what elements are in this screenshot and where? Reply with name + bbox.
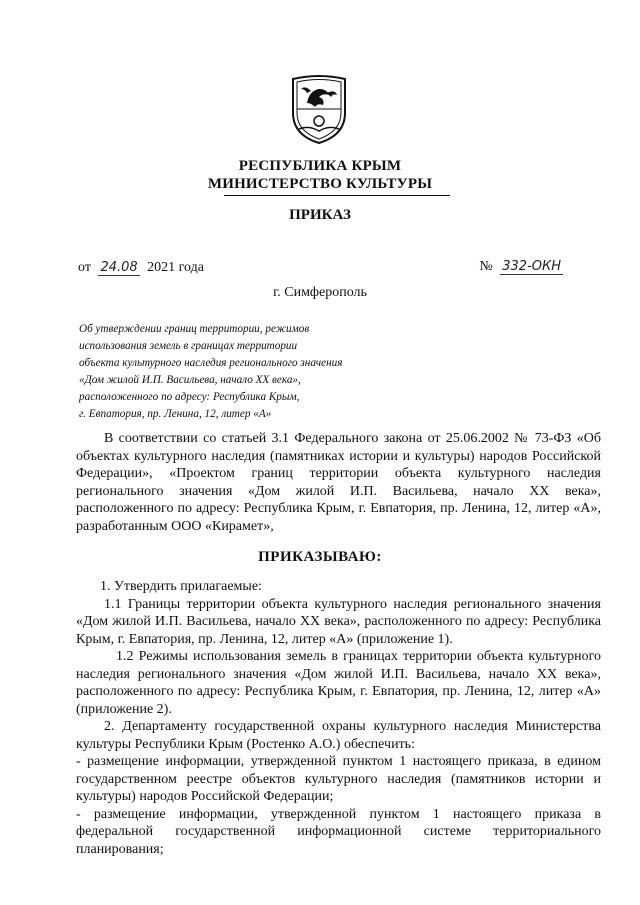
handwritten-date: 24.08 [100,260,138,275]
item-1-2: 1.2 Режимы использования земель в границах территории объекта культурного наследия регионального значения «Дом жилой И.П. Васильева, начало XX века», расположенного по адресу: Республика Крым, г. Евпатория, пр. Ленина, 12, литер «А» (приложение 2). [76,649,601,717]
date-prefix: от [78,260,91,275]
order-number [479,259,567,275]
date-line [78,260,204,276]
subject-line: «Дом жилой И.П. Васильева, начало XX века», [79,374,301,386]
preamble-paragraph: В соответствии со статьей 3.1 Федерального закона от 25.06.2002 № 73-ФЗ «Об объектах культурного наследия (памятниках истории и культуры) народов Российской Федерации», «Проектом границ территории объекта культурного наследия регионального значения «Дом жилой И.П. Васильева, начало XX века», расположенного по адресу: Республика Крым, г. Евпатория, пр. Ленина, 12, литер «А», разработанным ООО «Кирамет», [76,431,601,534]
ministry-title: МИНИСТЕРСТВО КУЛЬТУРЫ [207,176,433,192]
document-type: ПРИКАЗ [289,207,351,223]
city-name: г. Симферополь [273,285,367,300]
subject-line: использования земель в границах территории [79,340,298,352]
subject-line: г. Евпатория, пр. Ленина, 12, литер «А» [79,408,272,420]
subject-line: Об утверждении границ территории, режимов [79,323,310,335]
item-1-1: 1.1 Границы территории объекта культурного наследия регионального значения «Дом жилой И.П. Васильева, начало XX века», расположенного по адресу: Республика Крым, г. Евпатория, пр. Ленина, 12, литер «А» (приложение 1). [76,596,601,647]
coat-of-arms-emblem [289,73,349,145]
item-2: 2. Департаменту государственной охраны культурного наследия Министерства культуры Республики Крым (Ростенко А.О.) обеспечить: [76,719,601,752]
item-1: 1. Утвердить прилагаемые: [100,579,262,594]
subject-line: объекта культурного наследия регионального значения [79,357,343,369]
item-2-a: - размещение информации, утвержденной пунктом 1 настоящего приказа, в едином государственном реестре объектов культурного наследия (памятников истории и культуры) народов Российской Федерации; [76,754,601,804]
subject-block [79,321,369,423]
handwritten-number: 332-ОКН [502,259,561,274]
number-prefix: № [479,259,493,274]
date-year: 2021 года [147,260,204,275]
order-word: ПРИКАЗЫВАЮ: [258,549,382,565]
header-divider [224,195,450,196]
item-2-b: - размещение информации, утвержденной пунктом 1 настоящего приказа в федеральной государственной информационной системе территориального планирования; [76,806,601,857]
order-items [76,578,601,858]
republic-title: РЕСПУБЛИКА КРЫМ [238,158,402,174]
subject-line: расположенного по адресу: Республика Крым, [79,391,300,403]
